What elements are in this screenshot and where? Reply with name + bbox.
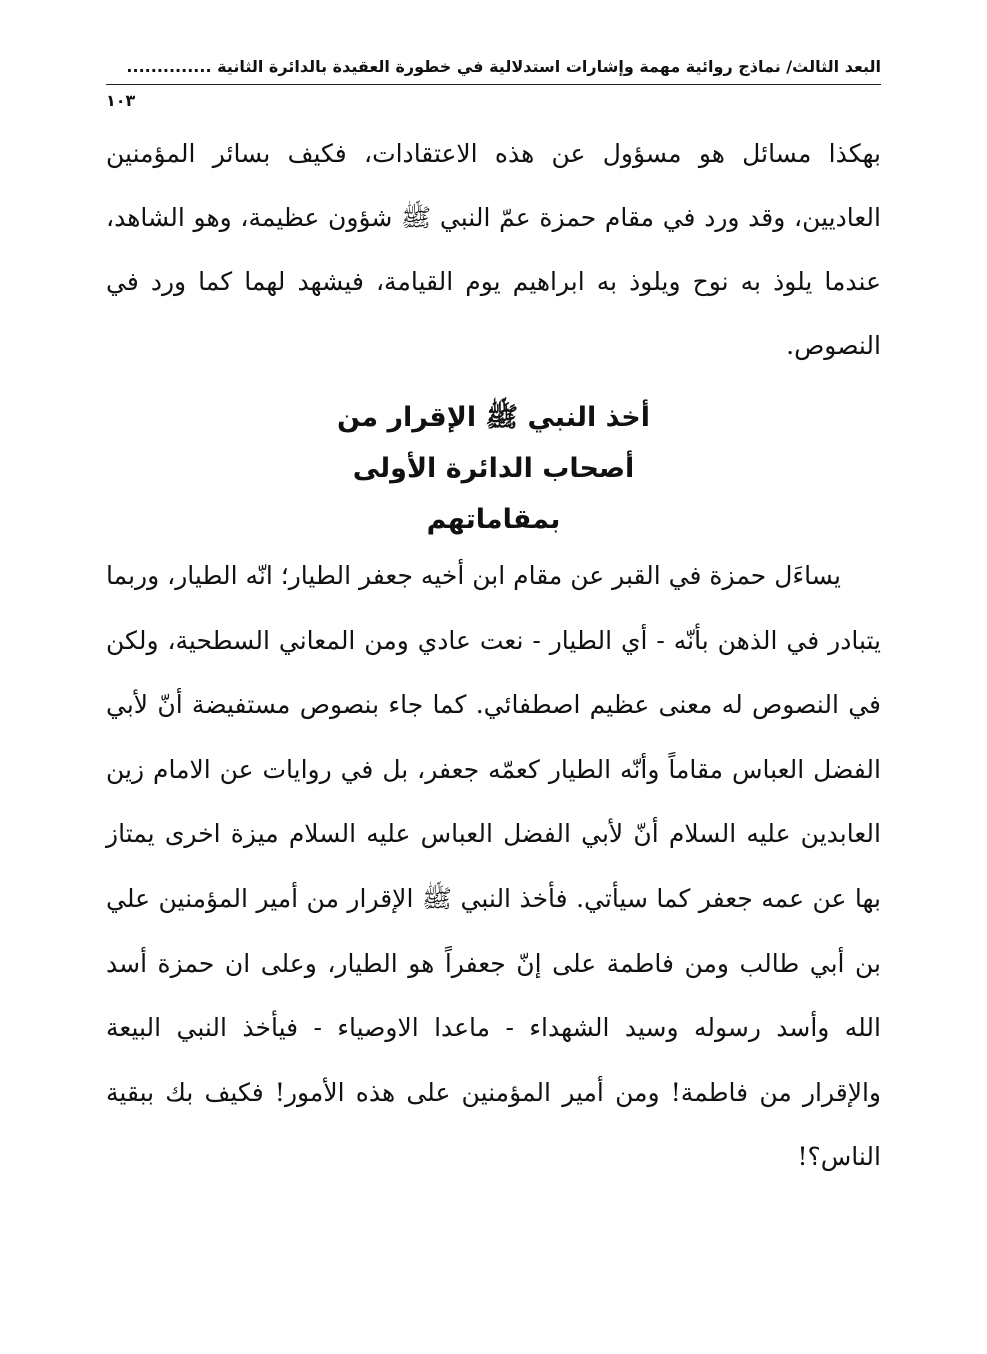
page-number: ١٠٣ (106, 91, 136, 110)
section-heading-line-1: أخذ النبي ﷺ الإقرار من (337, 402, 650, 433)
paragraph-1: بهكذا مسائل هو مسؤول عن هذه الاعتقادات، فكيف بسائر المؤمنين العاديين، وقد ورد في مقام حمزة عمّ النبي ﷺ شؤون عظيمة، وهو الشاهد، عندما يلوذ به نوح ويلوذ به ابراهيم يوم القيامة، فيشهد لهما كما ورد في النصوص. (106, 139, 881, 360)
running-header (106, 50, 881, 110)
section-heading-line-3: بمقاماتهم (426, 504, 561, 535)
section-heading-line-2: أصحاب الدائرة الأولى (352, 453, 635, 484)
section-heading (106, 392, 881, 545)
paragraph-2: يساءَل حمزة في القبر عن مقام ابن أخيه جعفر الطيار؛ انّه الطيار، وربما يتبادر في الذهن بأنّه - أي الطيار - نعت عادي ومن المعاني السطحية، ولكن في النصوص له معنى عظيم اصطفائي. كما جاء بنصوص مستفيضة أنّ لأبي الفضل العباس مقاماً وأنّه الطيار كعمّه جعفر، بل في روايات عن الامام زين العابدين عليه السلام أنّ لأبي الفضل العباس عليه السلام ميزة اخرى يمتاز بها عن عمه جعفر كما سيأتي. فأخذ النبي ﷺ الإقرار من أمير المؤمنين علي بن أبي طالب ومن فاطمة على إنّ جعفراً هو الطيار، وعلى ان حمزة أسد الله وأسد رسوله وسيد الشهداء - ماعدا الاوصياء - فيأخذ النبي البيعة والإقرار من فاطمة! ومن أمير المؤمنين على هذه الأمور! فكيف بك ببقية الناس؟! (106, 561, 881, 1172)
header-title: البعد الثالث/ نماذج روائية مهمة وإشارات استدلالية في خطورة العقيدة بالدائرة الثانية .............. (126, 57, 881, 76)
